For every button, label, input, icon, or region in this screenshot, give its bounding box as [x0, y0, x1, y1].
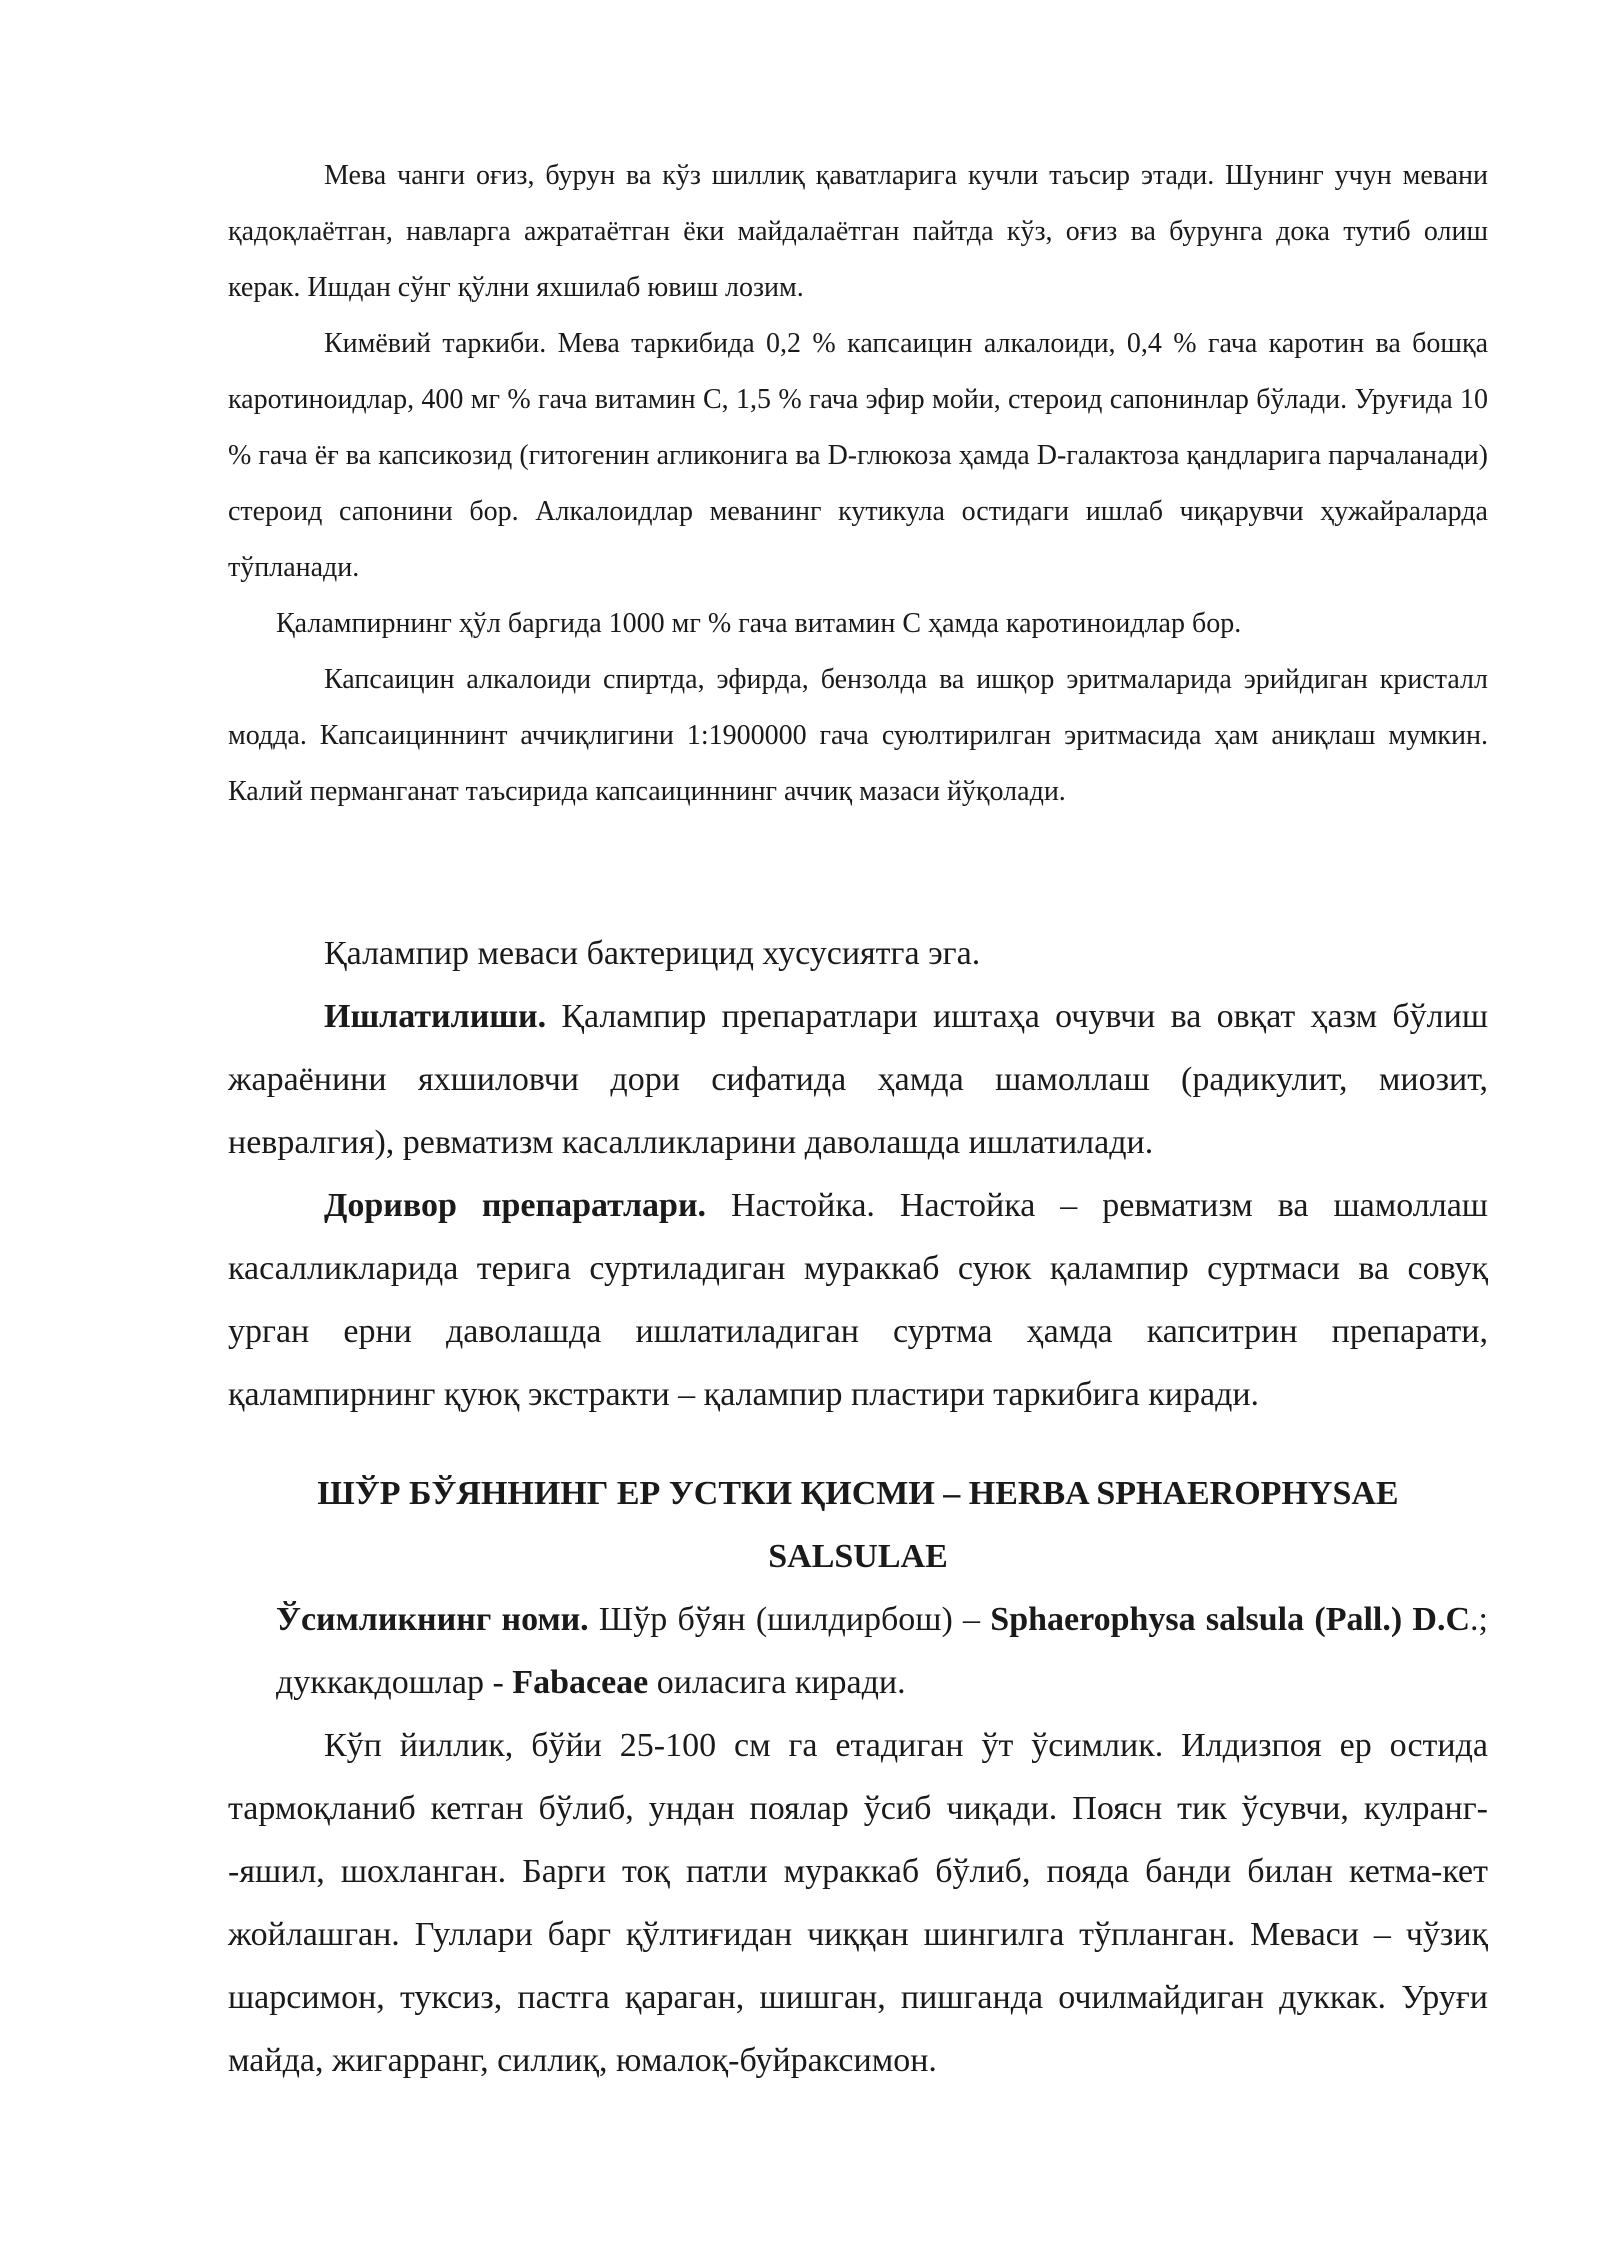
usage-label: Ишлатилиши. [324, 998, 547, 1035]
paragraph-usage [228, 985, 1488, 1174]
heading-line-1: ШЎР БЎЯННИНГ ЕР УСТКИ ҚИСМИ – HERBA SPHAEROPHYSAE [317, 1475, 1399, 1512]
paragraph-plant-name [276, 1588, 1488, 1714]
paragraph-text: Кимёвий таркиби. Мева таркибида 0,2 % капсаицин алкалоиди, 0,4 % гача каротин ва бошқа каротиноидлар, 400 мг % гача витамин С, 1,5 % гача эфир мойи, стероид сапонинлар бўлади. Уруғида 10 % гача ёғ ва капсикозид (гитогенин агликонига ва D-глюкоза ҳамда D-галактоза қандларига парчаланади) стероид сапонини бор. Алкалоидлар меванинг кутикула остидаги ишлаб чиқарувчи ҳужайраларда тўпланади. [228, 328, 1488, 583]
paragraph-capsaicin [228, 652, 1488, 820]
plant-name-label: Ўсимликнинг номи. [276, 1601, 589, 1638]
paragraph-plant-description [228, 1714, 1488, 2092]
heading-line-2: SALSULAE [768, 1538, 948, 1575]
paragraph-text: Настойка. Настойка – ревматизм ва шамоллаш касалликларида терига суртиладиган мураккаб суюк қалампир суртмаси ва совуқ урган ерни даволашда ишлатиладиган суртма ҳамда капситрин препарати, қалампирнинг қуюқ экстракти – қалампир пластири таркибига киради. [228, 1187, 1488, 1413]
paragraph-fruit-dust [228, 148, 1488, 316]
paragraph-text: Қалампирнинг ҳўл баргида 1000 мг % гача витамин С ҳамда каротиноидлар бор. [276, 608, 1242, 639]
paragraph-text: Шўр бўян (шилдирбош) – [588, 1601, 991, 1638]
family-name: Fabaceae [512, 1664, 649, 1701]
paragraph-text: Қалампир меваси бактерицид хусусиятга эга. [324, 935, 981, 972]
paragraph-text: Кўп йиллик, бўйи 25-100 см га етадиган ўт ўсимлик. Илдизпоя ер остида тармоқланиб кетган бўлиб, ундан поялар ўсиб чиқади. Поясн тик ўсувчи, кулранг- -яшил, шохланган. Барги тоқ патли мураккаб бўлиб, пояда банди билан кетма-кет жойлашган. Гуллари барг қўлтиғидан чиққан шингилга тўпланган. Меваси – чўзиқ шарсимон, туксиз, пастга қараган, шишган, пишганда очилмайдиган дуккак. Уруғи майда, жигарранг, силлиқ, юмалоқ-буйраксимон. [228, 1727, 1488, 2079]
paragraph-chemical-composition [228, 316, 1488, 596]
preparations-label: Доривор препаратлари. [324, 1187, 707, 1224]
paragraph-text: .; дуккакдошлар - [276, 1601, 1488, 1701]
paragraph-text: Қалампир препаратлари иштаҳа очувчи ва овқат ҳазм бўлиш жараёнини яхшиловчи дори сифатида ҳамда шамоллаш (радикулит, миозит, невралгия), ревматизм касалликларини даволашда ишлатилади. [228, 998, 1488, 1161]
section-heading [228, 1462, 1488, 1588]
latin-name: Sphaerophysa salsula (Pall.) D.C [990, 1601, 1471, 1638]
paragraph-medicinal-preparations [228, 1174, 1488, 1426]
paragraph-bactericidal [228, 922, 1488, 985]
paragraph-leaves-vitamin [276, 596, 1488, 652]
paragraph-text: оиласига киради. [648, 1664, 906, 1701]
paragraph-text: Капсаицин алкалоиди спиртда, эфирда, бензолда ва ишқор эритмаларида эрийдиган кристалл модда. Капсаициннинт аччиқлигини 1:1900000 гача суюлтирилган эритмасида ҳам аниқлаш мумкин. Калий перманганат таъсирида капсаициннинг аччиқ мазаси йўқолади. [228, 664, 1488, 807]
paragraph-text: Мева чанги оғиз, бурун ва кўз шиллиқ қаватларига кучли таъсир этади. Шунинг учун мевани қадоқлаётган, навларга ажратаётган ёки майдалаётган пайтда кўз, оғиз ва бурунга дока тутиб олиш керак. Ишдан сўнг қўлни яхшилаб ювиш лозим. [228, 160, 1488, 303]
